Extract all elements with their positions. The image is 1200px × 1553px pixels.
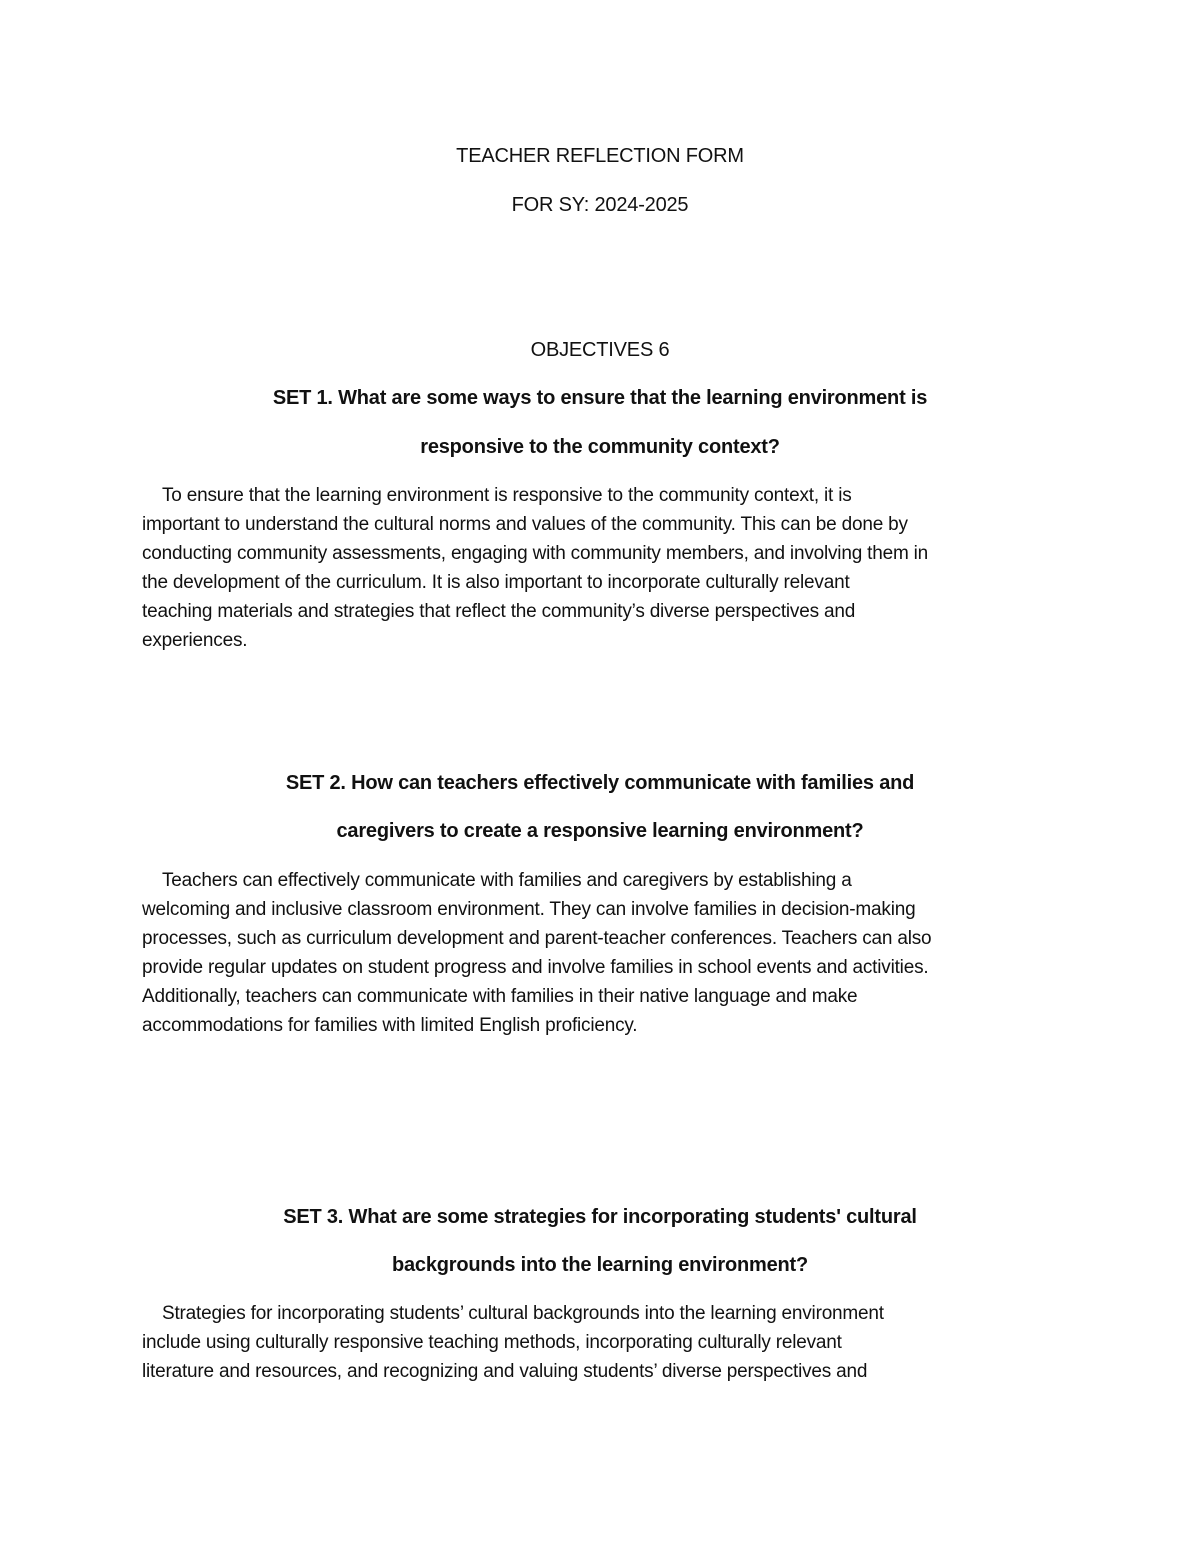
answer-line: teaching materials and strategies that reflect the community’s diverse perspectives and bbox=[142, 601, 856, 622]
answer-line: welcoming and inclusive classroom environment. They can involve families in decision-making bbox=[142, 899, 916, 920]
set-3-answer bbox=[142, 1299, 1067, 1386]
answer-line: Teachers can effectively communicate with families and caregivers by establishing a bbox=[162, 870, 852, 891]
answer-line: provide regular updates on student progress and involve families in school events and activities. bbox=[142, 957, 929, 978]
answer-line: literature and resources, and recognizing and valuing students’ diverse perspectives and bbox=[142, 1361, 868, 1382]
set-1-question-line-1: SET 1. What are some ways to ensure that the learning environment is bbox=[272, 387, 928, 409]
school-year: FOR SY: 2024-2025 bbox=[511, 194, 689, 216]
set-2-answer bbox=[142, 866, 1067, 1040]
answer-line: the development of the curriculum. It is also important to incorporate culturally relevant bbox=[142, 572, 850, 593]
set-2-question-line-2: caregivers to create a responsive learning environment? bbox=[336, 820, 864, 842]
objectives-heading: OBJECTIVES 6 bbox=[530, 339, 670, 361]
answer-line: include using culturally responsive teaching methods, incorporating culturally relevant bbox=[142, 1332, 842, 1353]
answer-line: conducting community assessments, engaging with community members, and involving them in bbox=[142, 543, 929, 564]
set-3-question-line-1: SET 3. What are some strategies for incorporating students' cultural bbox=[283, 1206, 917, 1228]
answer-line: processes, such as curriculum development and parent-teacher conferences. Teachers can also bbox=[142, 928, 932, 949]
form-title: TEACHER REFLECTION FORM bbox=[456, 145, 744, 167]
set-1-question-line-2: responsive to the community context? bbox=[420, 436, 780, 458]
answer-line: important to understand the cultural norms and values of the community. This can be done by bbox=[142, 514, 908, 535]
answer-line: experiences. bbox=[142, 630, 248, 651]
set-3-question-line-2: backgrounds into the learning environment? bbox=[391, 1254, 809, 1276]
answer-line: accommodations for families with limited English proficiency. bbox=[142, 1015, 638, 1036]
set-1-answer bbox=[142, 481, 1067, 655]
answer-line: Additionally, teachers can communicate with families in their native language and make bbox=[142, 986, 858, 1007]
answer-line: To ensure that the learning environment is responsive to the community context, it is bbox=[162, 485, 852, 506]
answer-line: Strategies for incorporating students’ cultural backgrounds into the learning environment bbox=[162, 1303, 884, 1324]
set-2-question-line-1: SET 2. How can teachers effectively communicate with families and bbox=[285, 772, 915, 794]
